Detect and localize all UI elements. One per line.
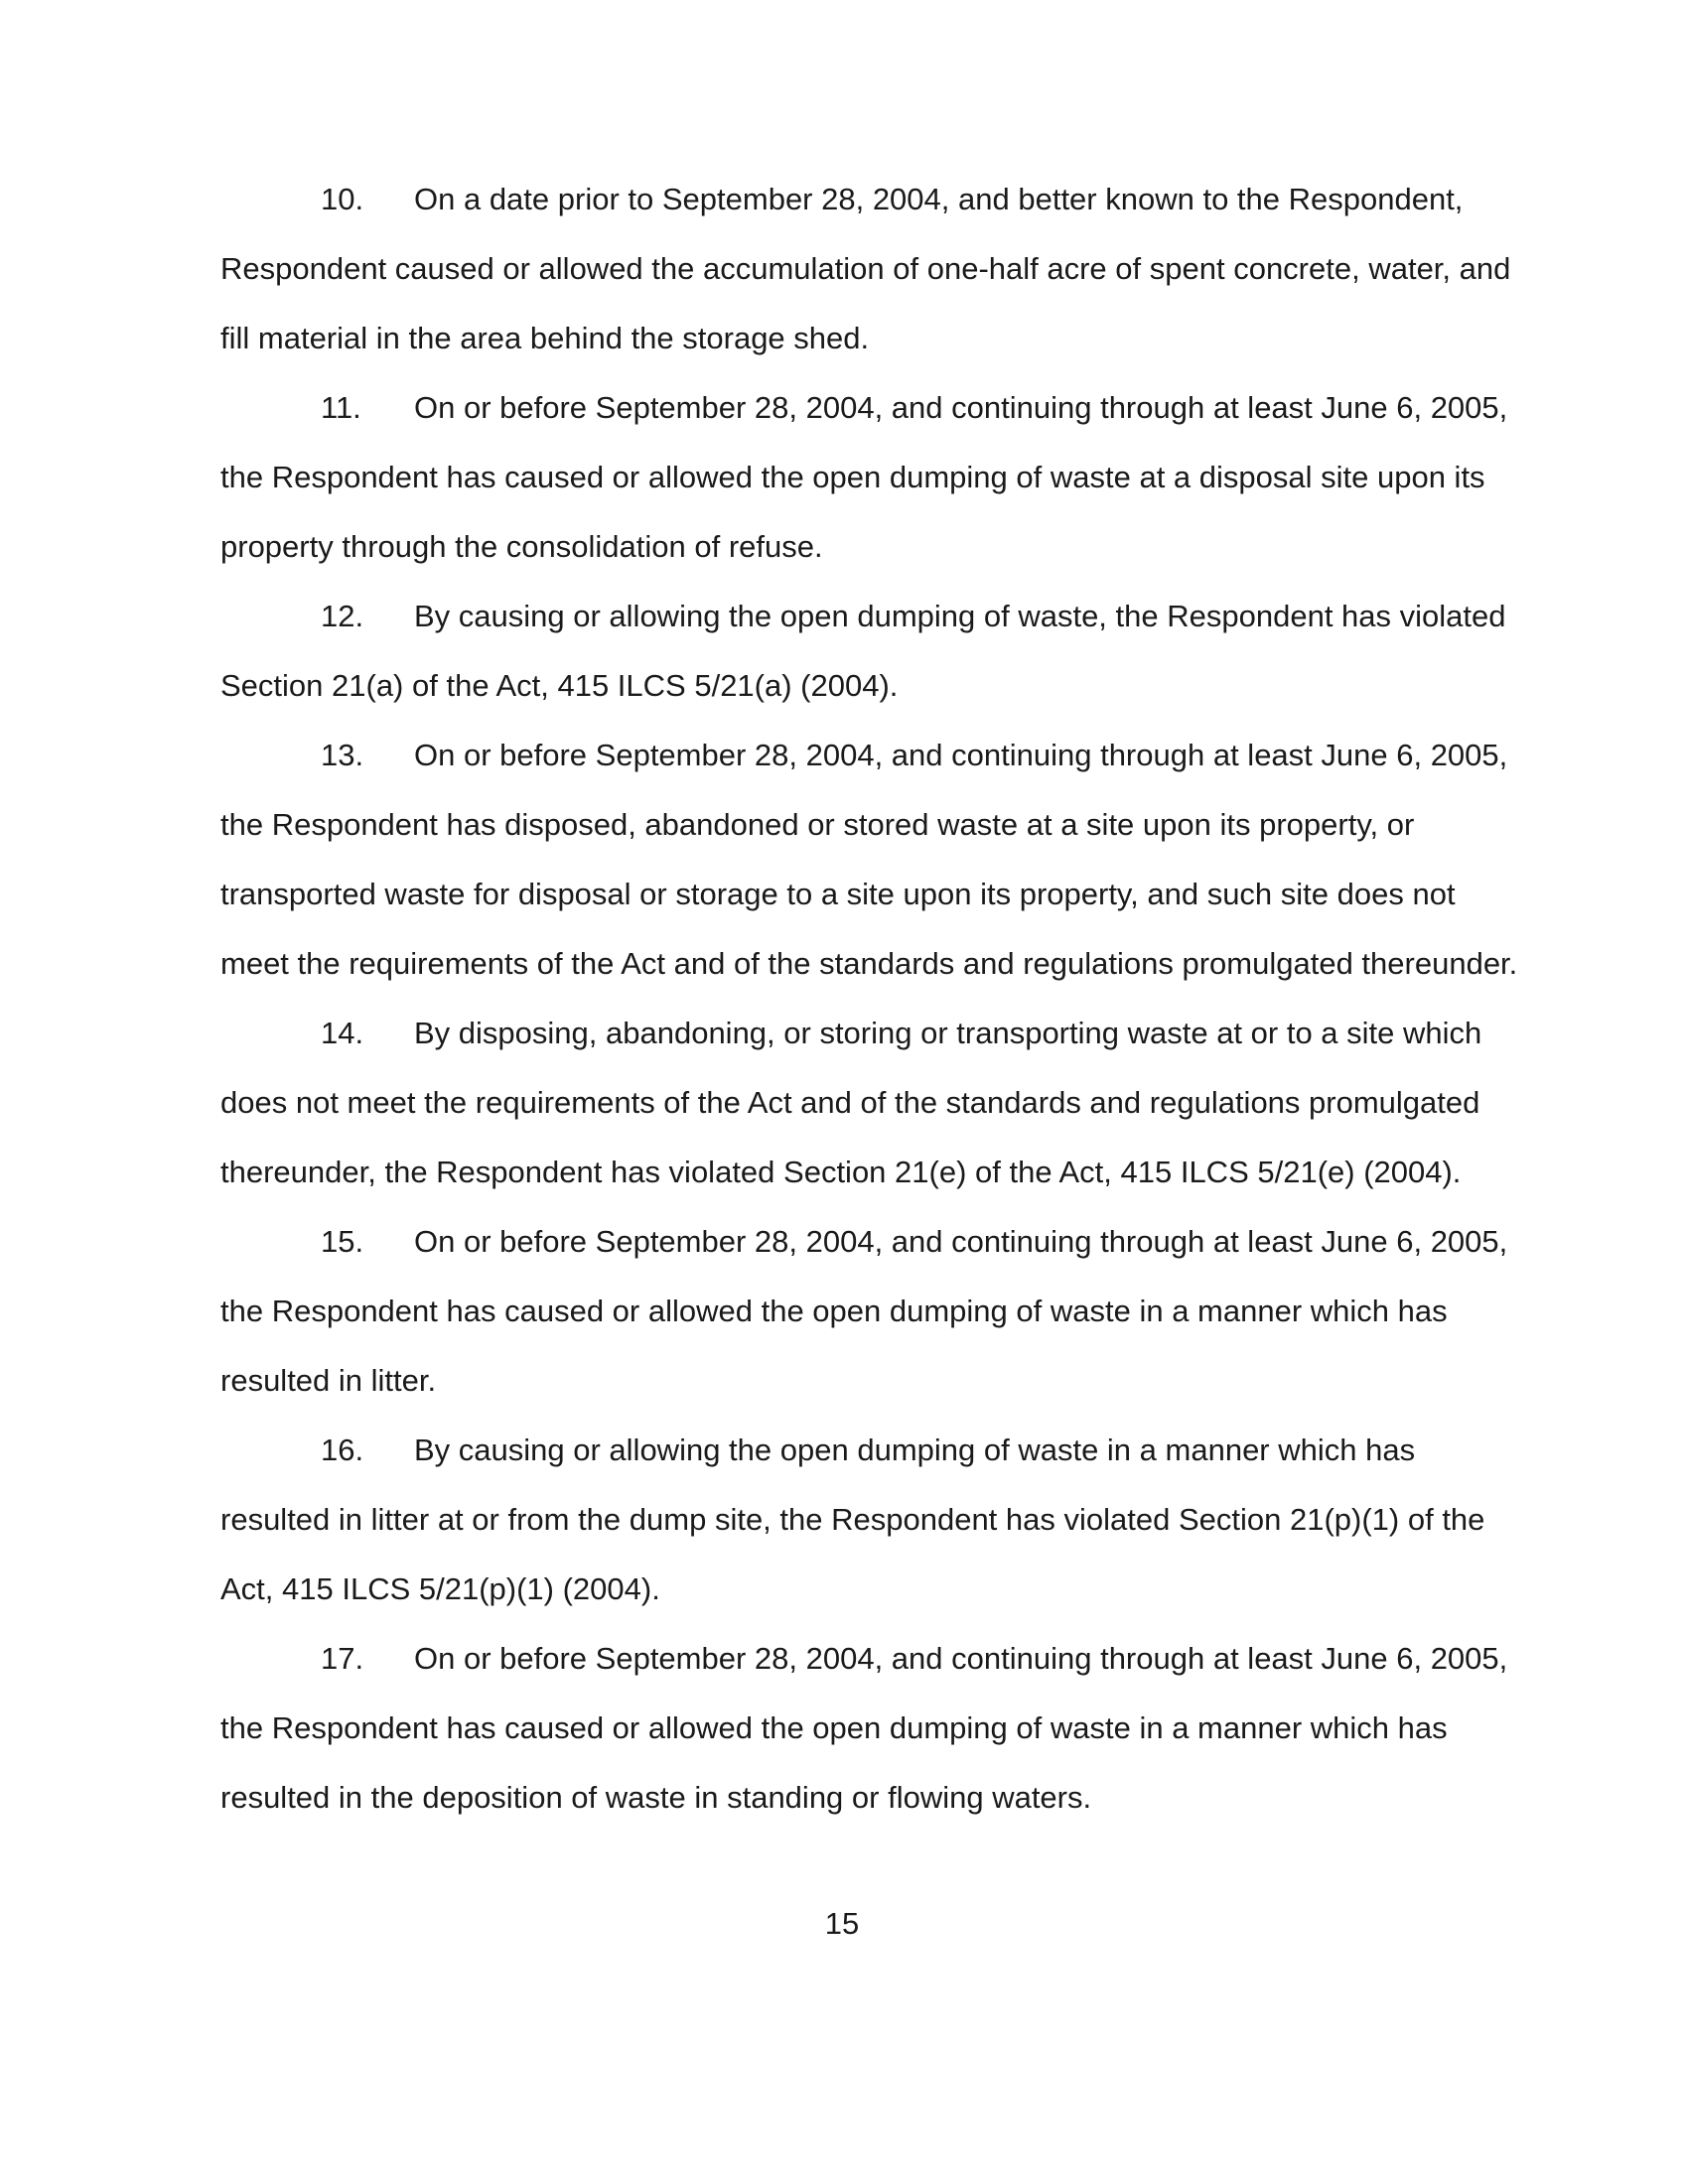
- paragraph-number: 15.: [321, 1224, 364, 1259]
- paragraph-first-line: [220, 1207, 1511, 1277]
- paragraph-text: On or before September 28, 2004, and continuing through at least June 6, 2005,: [414, 1641, 1508, 1676]
- paragraph-number: 13.: [321, 738, 364, 772]
- paragraph-line: the Respondent has caused or allowed the open dumping of waste in a manner which has: [220, 1294, 1448, 1328]
- paragraph-first-line: [220, 721, 1511, 790]
- paragraph-first-line: [220, 373, 1511, 443]
- paragraph-first-line: [220, 1624, 1511, 1694]
- paragraph-13: [220, 721, 1518, 999]
- paragraph-first-line: [220, 582, 1511, 651]
- paragraph-line: Respondent caused or allowed the accumulation of one-half acre of spent concrete, water, and: [220, 251, 1511, 286]
- paragraph-12: [220, 582, 1511, 721]
- paragraph-line: Act, 415 ILCS 5/21(p)(1) (2004).: [220, 1571, 660, 1606]
- paragraph-14: [220, 999, 1511, 1207]
- paragraph-text: On or before September 28, 2004, and continuing through at least June 6, 2005,: [414, 738, 1508, 772]
- paragraph-line: meet the requirements of the Act and of the standards and regulations promulgated thereunder.: [220, 946, 1518, 981]
- paragraph-number: 11.: [321, 390, 361, 425]
- paragraph-number: 16.: [321, 1433, 364, 1467]
- paragraph-text: On a date prior to September 28, 2004, and better known to the Respondent,: [414, 182, 1464, 216]
- paragraph-text: By causing or allowing the open dumping of waste, the Respondent has violated: [414, 599, 1506, 633]
- paragraph-first-line: [220, 1416, 1511, 1485]
- paragraph-first-line: [220, 999, 1511, 1068]
- paragraph-first-line: [220, 165, 1511, 234]
- paragraph-line: resulted in litter.: [220, 1363, 437, 1398]
- paragraph-line: property through the consolidation of refuse.: [220, 529, 823, 564]
- paragraph-number: 17.: [321, 1641, 364, 1676]
- paragraph-line: resulted in litter at or from the dump site, the Respondent has violated Section 21(p)(1) of the: [220, 1502, 1485, 1537]
- paragraph-line: the Respondent has caused or allowed the open dumping of waste at a disposal site upon its: [220, 460, 1485, 494]
- paragraph-15: [220, 1207, 1511, 1416]
- paragraph-11: [220, 373, 1511, 582]
- paragraph-line: transported waste for disposal or storage to a site upon its property, and such site does not: [220, 877, 1456, 911]
- paragraph-line: does not meet the requirements of the Act and of the standards and regulations promulgated: [220, 1085, 1480, 1120]
- paragraph-number: 12.: [321, 599, 364, 633]
- paragraph-line: fill material in the area behind the storage shed.: [220, 321, 870, 355]
- paragraph-line: Section 21(a) of the Act, 415 ILCS 5/21(a) (2004).: [220, 668, 899, 703]
- paragraph-text: By disposing, abandoning, or storing or transporting waste at or to a site which: [414, 1016, 1482, 1050]
- page-number: 15: [824, 1906, 860, 1941]
- paragraph-text: By causing or allowing the open dumping of waste in a manner which has: [414, 1433, 1416, 1467]
- paragraph-number: 10.: [321, 182, 364, 216]
- paragraph-16: [220, 1416, 1511, 1624]
- paragraph-line: thereunder, the Respondent has violated Section 21(e) of the Act, 415 ILCS 5/21(e) (2004).: [220, 1155, 1462, 1189]
- paragraph-text: On or before September 28, 2004, and continuing through at least June 6, 2005,: [414, 390, 1508, 425]
- paragraph-line: resulted in the deposition of waste in standing or flowing waters.: [220, 1780, 1092, 1815]
- paragraph-text: On or before September 28, 2004, and continuing through at least June 6, 2005,: [414, 1224, 1508, 1259]
- paragraph-17: [220, 1624, 1511, 1833]
- paragraph-line: the Respondent has disposed, abandoned or stored waste at a site upon its property, or: [220, 807, 1415, 842]
- paragraph-line: the Respondent has caused or allowed the open dumping of waste in a manner which has: [220, 1710, 1448, 1745]
- paragraph-10: [220, 165, 1511, 373]
- paragraph-number: 14.: [321, 1016, 364, 1050]
